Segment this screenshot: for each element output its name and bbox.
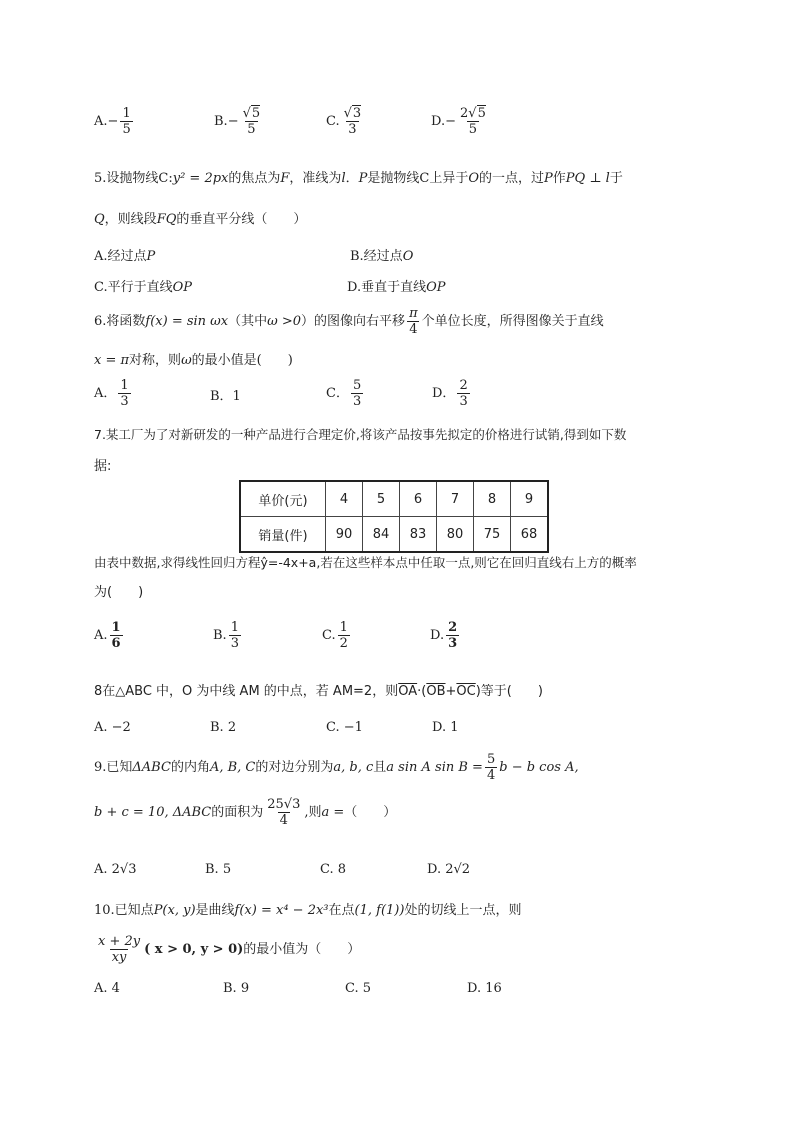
q5-stem-line1: 5.设抛物线C:y² = 2px的焦点为F，准线为l．P是抛物线C上异于O的一点，过P作PQ ⊥ l于: [94, 171, 623, 186]
price-sales-table: [239, 480, 549, 553]
table-cell: 6: [400, 481, 437, 517]
q9-stem-line2: b + c = 10, ΔABC的面积为 $\frac{25√3}{4}$ ,则a =（ ）: [94, 797, 397, 828]
q8-option-d: D. 1: [432, 720, 459, 735]
table-cell: 5: [363, 481, 400, 517]
table-row: [240, 517, 548, 553]
q10-stem-line1: 10.已知点P(x, y)是曲线f(x) = x⁴ − 2x³在点(1, f(1))处的切线上一点，则: [94, 903, 522, 918]
table-header-sales: 销量(件): [240, 517, 326, 553]
q5-option-a: A.经过点P: [94, 249, 156, 264]
q5-option-d: D.垂直于直线OP: [347, 280, 446, 295]
table-cell: 90: [326, 517, 363, 553]
q6-stem-line2: x = π对称，则ω的最小值是( ): [94, 353, 293, 368]
q10-option-a: A. 4: [94, 981, 120, 996]
q5-stem-line2: Q，则线段FQ的垂直平分线（ ）: [94, 212, 307, 227]
table-cell: 7: [437, 481, 474, 517]
table-cell: 83: [400, 517, 437, 553]
q5-option-b: B.经过点O: [350, 249, 414, 264]
table-cell: 9: [511, 481, 549, 517]
table-cell: 4: [326, 481, 363, 517]
q9-stem-line1: 9.已知ΔABC的内角A, B, C的对边分别为a, b, c且a sin A sin B = $\frac{5}{4}$ b − b cos A,: [94, 752, 579, 783]
q10-option-b: B. 9: [223, 981, 250, 996]
table-cell: 84: [363, 517, 400, 553]
q6-option-d: D． $\frac{2}{3}$: [432, 378, 468, 409]
q8-option-c: C. −1: [326, 720, 363, 735]
q6-stem-line1: 6.将函数f(x) = sin ωx（其中ω >0）的图像向右平移 $\frac{\pi}{4}$ 个单位长度，所得图像关于直线: [94, 306, 604, 337]
q4-option-d: D.− $\frac{2√5}{5}$: [431, 106, 486, 137]
q8-option-a: A. −2: [94, 720, 131, 735]
q7-option-b: B. $\frac{1}{3}$: [213, 620, 239, 651]
table-cell: 8: [474, 481, 511, 517]
q9-option-b: B. 5: [205, 862, 232, 877]
q7-option-a: A. $\frac{1}{6}$: [94, 620, 121, 651]
q8-option-b: B. 2: [210, 720, 237, 735]
q7-option-c: C. $\frac{1}{2}$: [322, 620, 348, 651]
q9-option-a: A. 2√3: [94, 862, 137, 877]
table-row: [240, 481, 548, 517]
q4-option-b: B.− $\frac{√5}{5}$: [214, 106, 261, 137]
table-header-price: 单价(元): [240, 481, 326, 517]
q7-stem-line4: 为( ): [94, 585, 144, 600]
q4-option-a: A.− $\frac{1}{5}$: [94, 106, 131, 137]
q7-stem-line3: 由表中数据,求得线性回归方程ŷ=-4x+a,若在这些样本点中任取一点,则它在回归直线右上方的概率: [94, 555, 637, 570]
table-cell: 68: [511, 517, 549, 553]
q4-option-c: C. $\frac{√3}{3}$: [326, 106, 362, 137]
q6-option-a: A． $\frac{1}{3}$: [94, 378, 129, 409]
q8-stem: 8在△ABC 中，O 为中线 AM 的中点，若 AM=2，则$\overline{OA}\cdot(\overline{OB}+\overline{OC})$等于( ): [94, 684, 543, 699]
q6-option-b: B．1: [210, 389, 241, 404]
q7-option-d: D. $\frac{2}{3}$: [430, 620, 458, 651]
table-cell: 75: [474, 517, 511, 553]
q9-option-d: D. 2√2: [427, 862, 471, 877]
q7-stem-line2: 据:: [94, 459, 112, 474]
q7-stem-line1: 7.某工厂为了对新研发的一种产品进行合理定价,将该产品按事先拟定的价格进行试销,得到如下数: [94, 427, 627, 442]
q9-option-c: C. 8: [320, 862, 347, 877]
q6-option-c: C． $\frac{5}{3}$: [326, 378, 362, 409]
q5-option-c: C.平行于直线OP: [94, 280, 193, 295]
q10-option-c: C. 5: [345, 981, 372, 996]
q10-stem-line2: $\frac{x + 2y}{xy}$ ( x > 0, y > 0)的最小值为（ ）: [98, 934, 361, 965]
table-cell: 80: [437, 517, 474, 553]
q10-option-d: D. 16: [467, 981, 502, 996]
